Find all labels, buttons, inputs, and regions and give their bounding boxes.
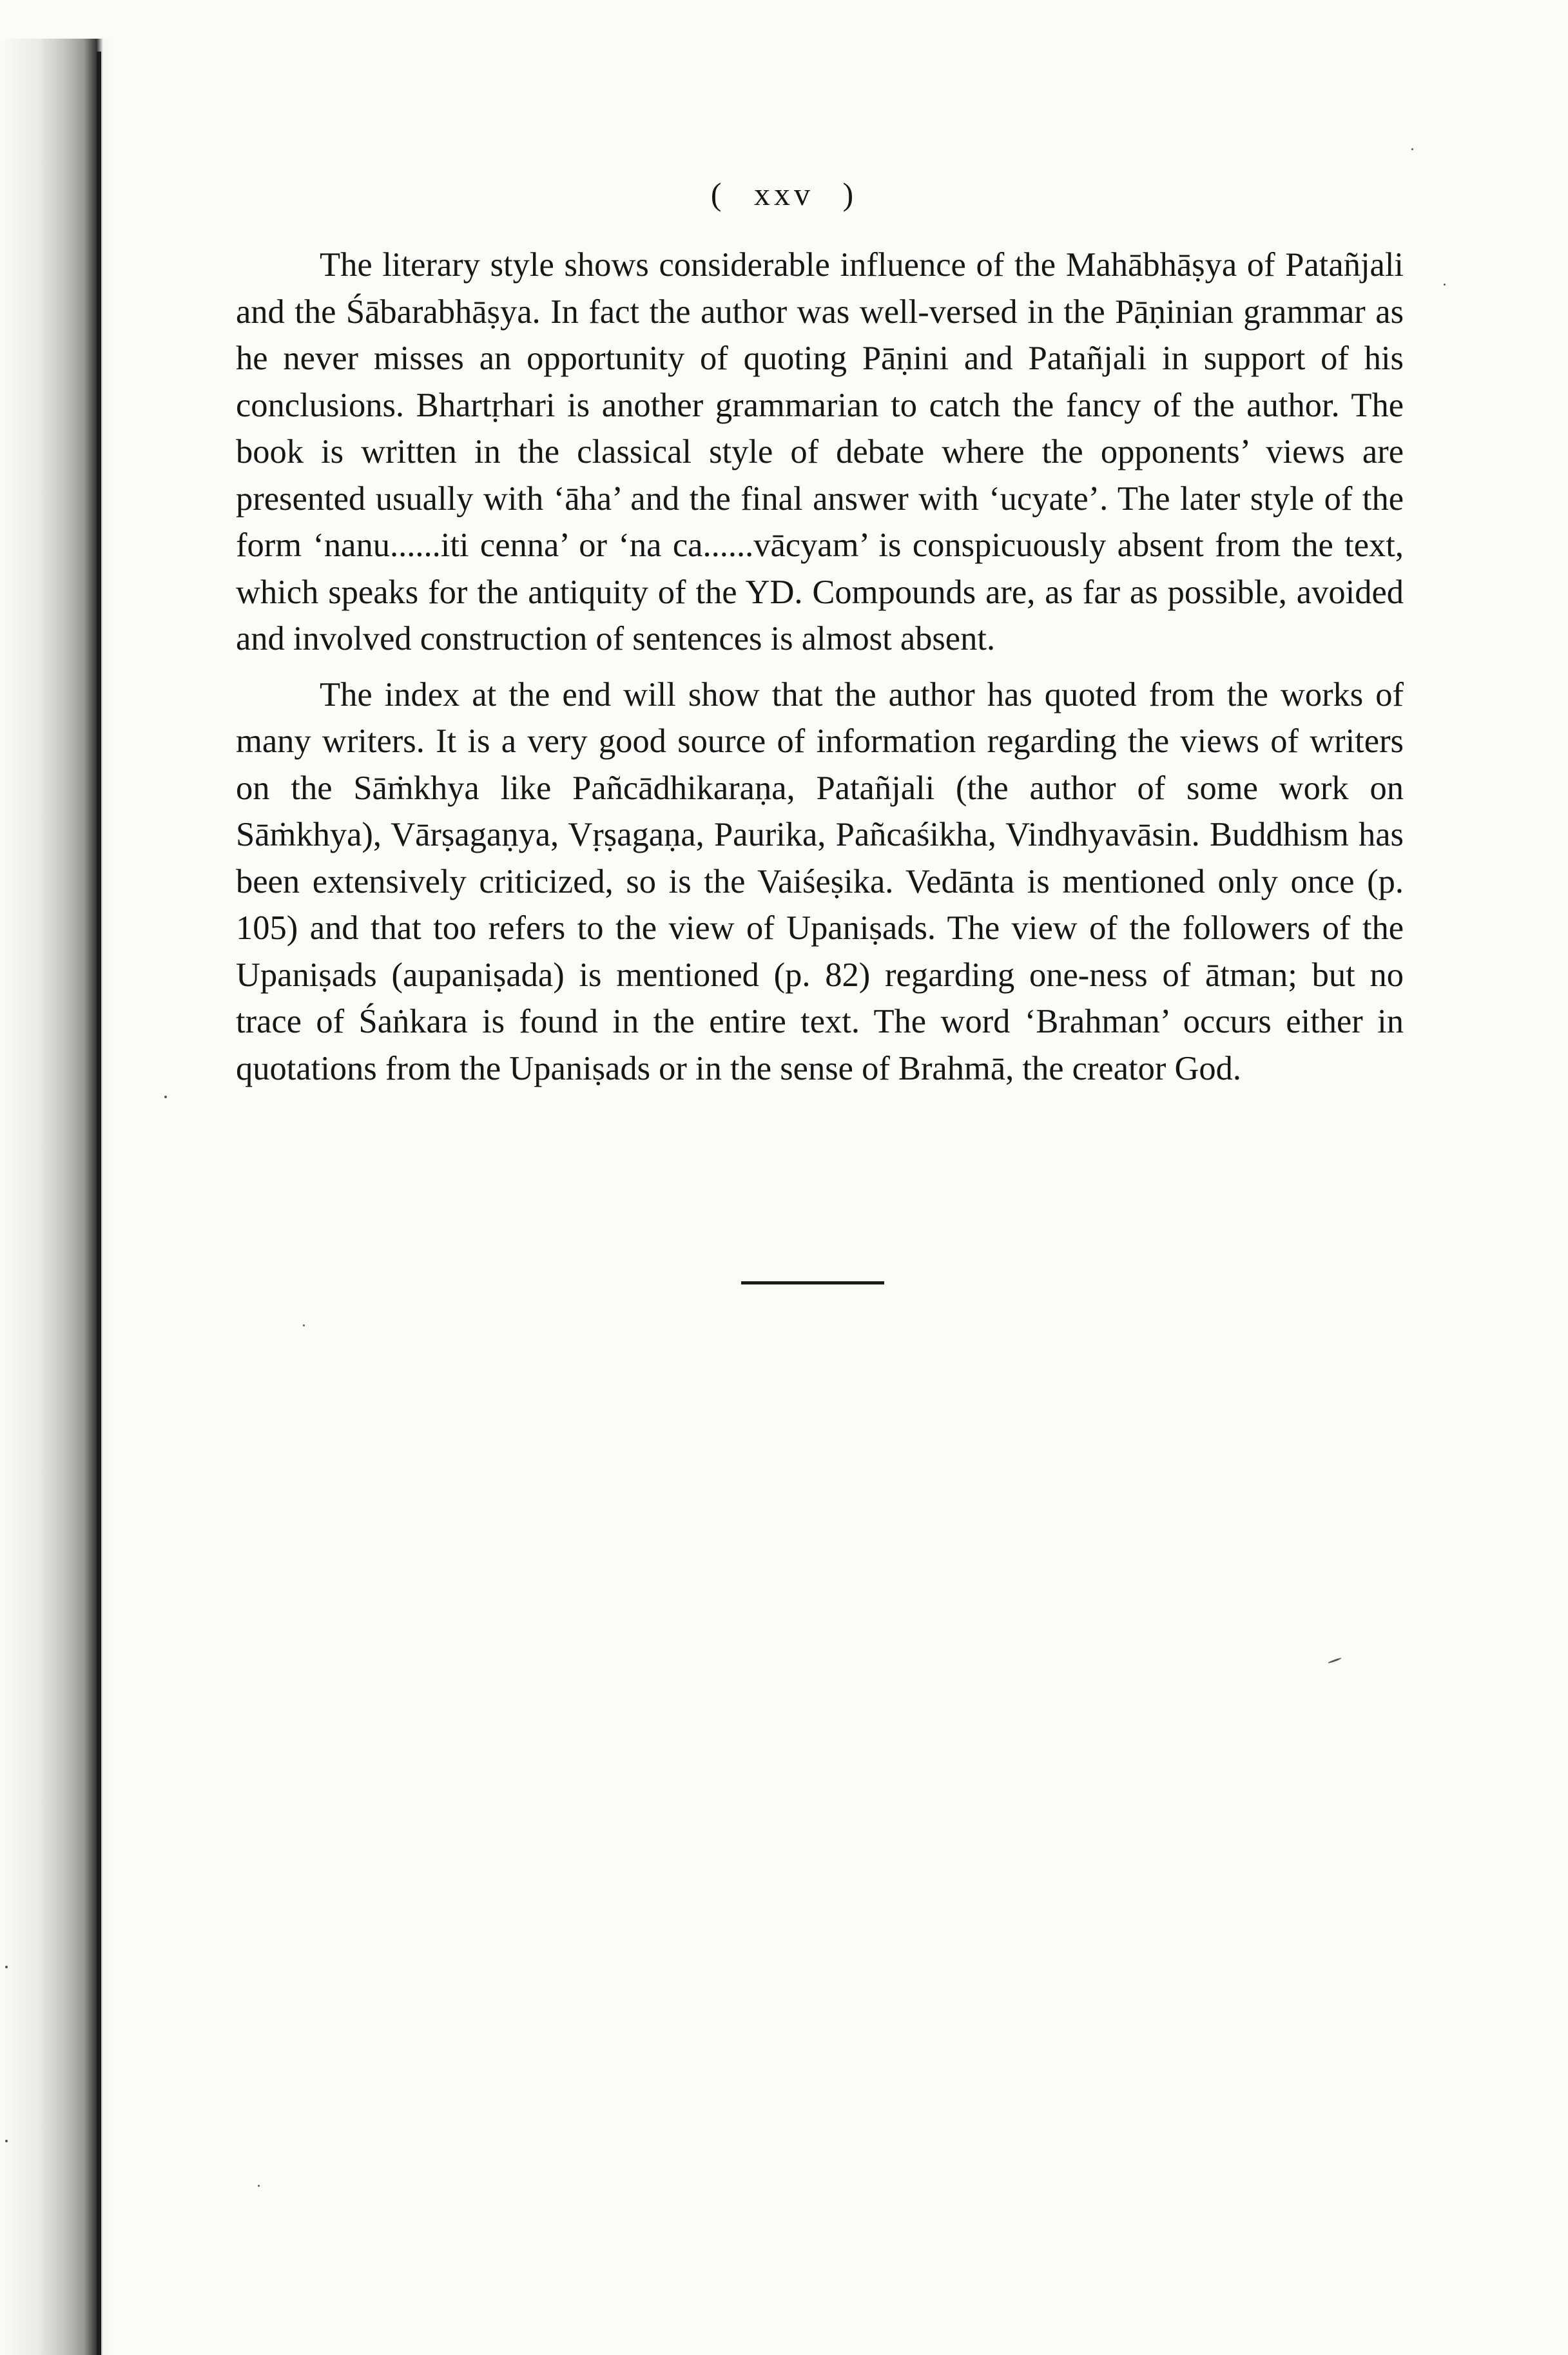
body-text <box>236 242 1404 1092</box>
paragraph-index-sources: The index at the end will show that the author has quoted from the works of many writers. It is a very good source of information regarding the views of writers on the Sāṁkhya like Pañcādhikaraṇa, Patañjali (the author of some work on Sāṁkhya), Vārṣagaṇya, Vṛṣagaṇa, Paurika, Pañcaśikha, Vindhyavāsin. Buddhism has been extensively criticized, so is the Vaiśeṣika. Vedānta is mentioned only once (p. 105) and that too refers to the view of Upaniṣads. The view of the followers of the Upaniṣads (aupaniṣada) is mentioned (p. 82) regarding one-ness of ātman; but no trace of Śaṅkara is found in the entire text. The word ‘Brahman’ occurs either in quotations from the Upaniṣads or in the sense of Brahmā, the creator God. <box>236 675 1404 1087</box>
page-number: ( xxv ) <box>710 176 858 212</box>
scan-speck <box>1411 148 1413 150</box>
section-end-rule <box>741 1281 884 1284</box>
scan-speck <box>1328 1657 1342 1663</box>
binding-edge-line <box>97 52 101 2355</box>
paragraph-literary-style: The literary style shows considerable influence of the Mahābhāṣya of Patañjali and the Śābarabhāṣya. In fact the author was well-versed in the Pāṇinian grammar as he never misses an opportunity of quoting Pāṇini and Patañjali in support of his conclusions. Bhartṛhari is another grammarian to catch the fancy of the author. The book is written in the classical style of debate where the opponents’ views are presented usually with ‘āha’ and the final answer with ‘ucyate’. The later style of the form ‘nanu......iti cenna’ or ‘na ca......vācyam’ is conspicuously absent from the text, which speaks for the antiquity of the YD. Compounds are, as far as possible, avoided and involved construction of sentences is almost absent. <box>236 246 1404 657</box>
scan-speck <box>303 1324 305 1326</box>
scan-speck <box>258 2185 260 2187</box>
scan-speck <box>1444 284 1446 286</box>
scan-speck <box>5 2140 8 2142</box>
scan-speck <box>164 1096 167 1098</box>
scan-speck <box>5 1966 8 1968</box>
